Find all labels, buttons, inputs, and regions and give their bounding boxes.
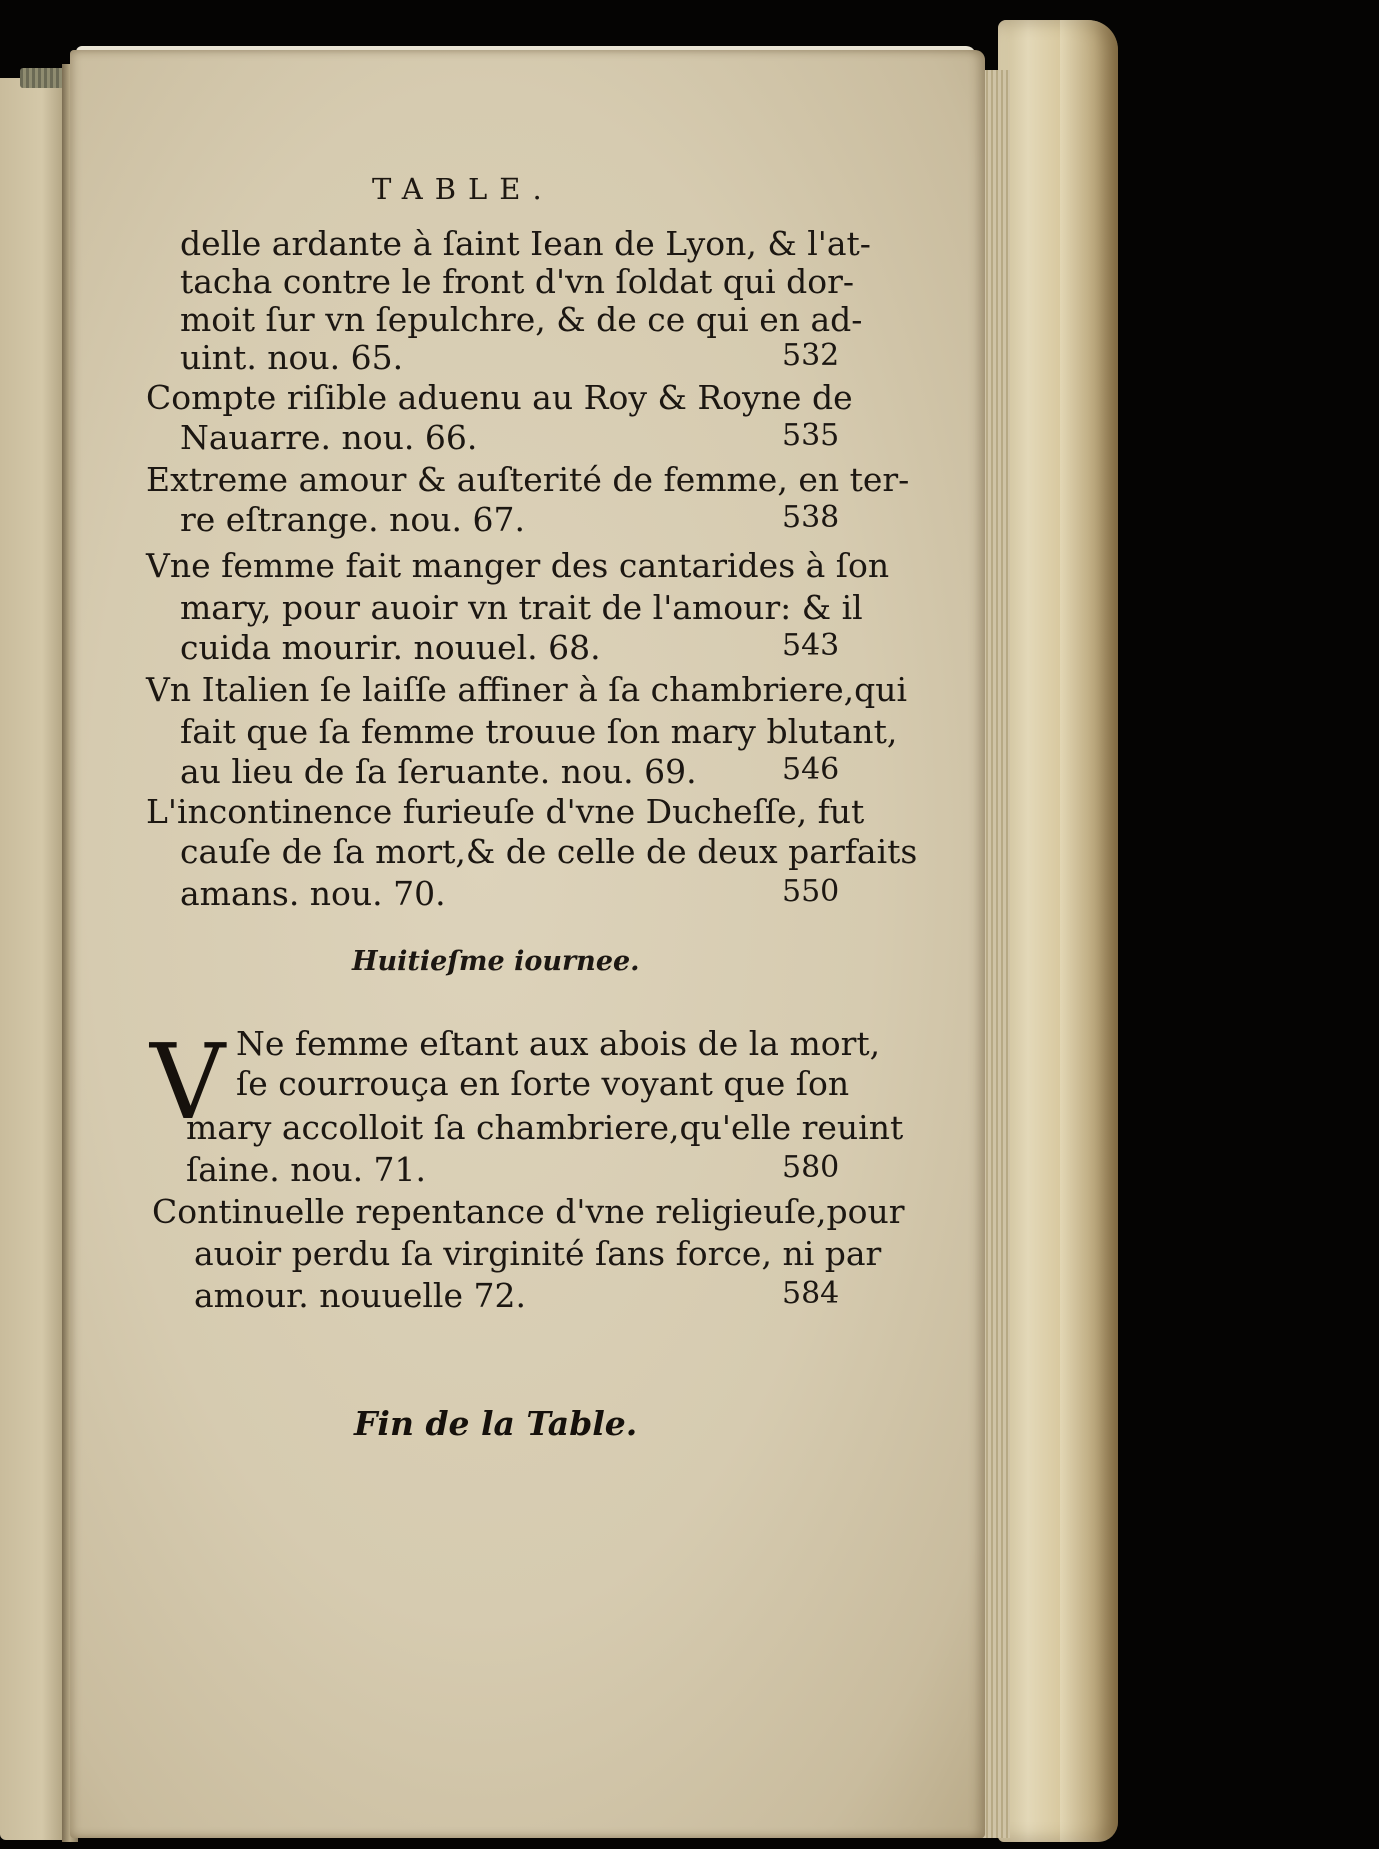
- entry-line: mary accolloit ſa chambriere,qu'elle reuint: [186, 1108, 904, 1147]
- entry-line: Vn Italien ſe laiſſe affiner à ſa chambriere,qui: [146, 670, 908, 709]
- entry-line: Vne femme fait manger des cantarides à ſon: [146, 546, 890, 585]
- entry-line: L'incontinence furieuſe d'vne Ducheſſe, fut: [146, 792, 865, 831]
- entry-line: ſaine. nou. 71.: [186, 1150, 427, 1189]
- entry-line: Continuelle repentance d'vne religieuſe,pour: [152, 1192, 905, 1231]
- drop-capital: V: [150, 1021, 226, 1143]
- entry-line: cuida mourir. nouuel. 68.: [180, 628, 601, 667]
- section-heading: Huitieſme iournee.: [352, 946, 640, 977]
- page-number: 546: [782, 752, 840, 787]
- page-number: 543: [782, 628, 840, 663]
- page-number: 538: [782, 500, 840, 535]
- page-number: 550: [782, 874, 840, 909]
- entry-line: uint. nou. 65.: [180, 338, 404, 377]
- entry-line: Extreme amour & auſterité de femme, en ter-: [146, 460, 910, 499]
- page-number: 584: [782, 1276, 840, 1311]
- entry-line: auoir perdu ſa virginité ſans force, ni par: [194, 1234, 882, 1273]
- entry-line: Ne femme eſtant aux abois de la mort,: [236, 1024, 881, 1063]
- page-number: 535: [782, 418, 840, 453]
- vellum-cover-fold: [1060, 20, 1118, 1842]
- page-number: 532: [782, 338, 840, 373]
- page-number: 580: [782, 1150, 840, 1185]
- entry-line: amour. nouuelle 72.: [194, 1276, 526, 1315]
- closing-line: Fin de la Table.: [354, 1404, 638, 1443]
- entry-line: tacha contre le front d'vn ſoldat qui dor-: [180, 262, 855, 301]
- entry-line: delle ardante à ſaint Iean de Lyon, & l'at-: [180, 224, 871, 263]
- entry-line: amans. nou. 70.: [180, 874, 446, 913]
- running-title: TABLE.: [372, 172, 554, 206]
- entry-line: ſe courrouça en ſorte voyant que ſon: [236, 1064, 850, 1103]
- entry-line: au lieu de ſa ſeruante. nou. 69.: [180, 752, 697, 791]
- entry-line: fait que ſa femme trouue ſon mary blutant,: [180, 712, 898, 751]
- entry-line: mary, pour auoir vn trait de l'amour: & il: [180, 588, 863, 627]
- entry-line: cauſe de ſa mort,& de celle de deux parfaits: [180, 832, 918, 871]
- entry-line: Nauarre. nou. 66.: [180, 418, 478, 457]
- entry-line: moit ſur vn ſepulchre, & de ce qui en ad-: [180, 300, 863, 339]
- entry-line: Compte riſible aduenu au Roy & Royne de: [146, 378, 853, 417]
- entry-line: re eſtrange. nou. 67.: [180, 500, 525, 539]
- facing-page-edge: [0, 78, 70, 1840]
